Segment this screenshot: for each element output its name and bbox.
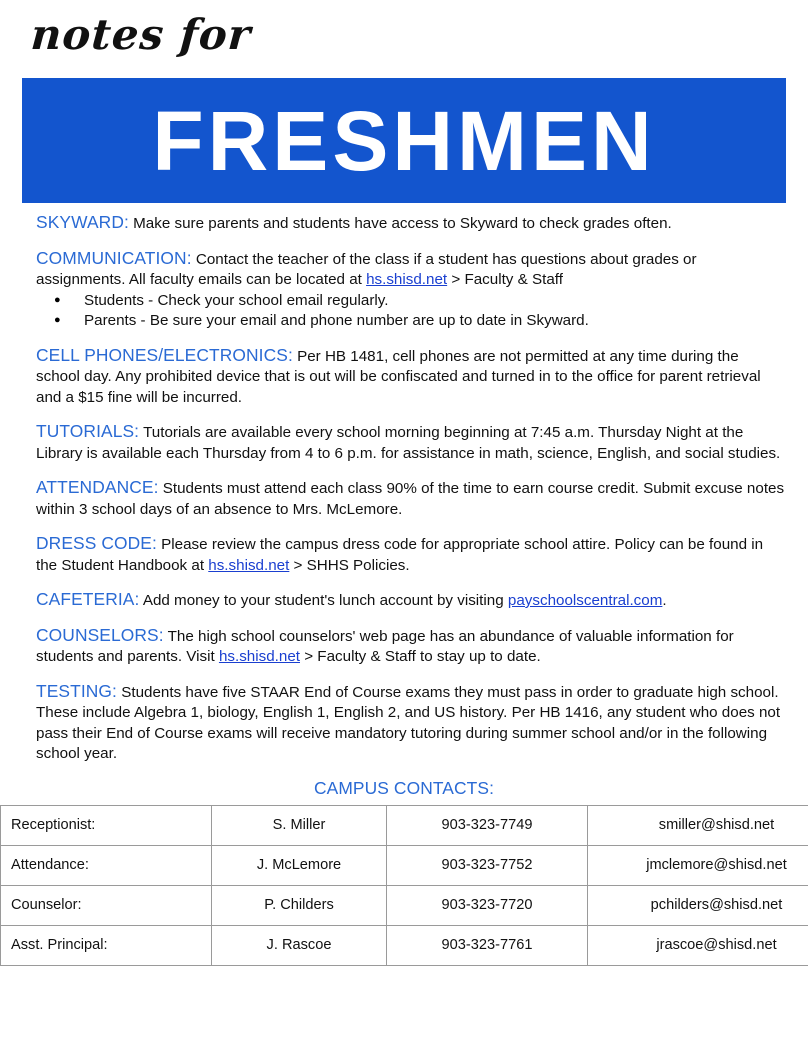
section-body-text: Per HB 1481, cell phones are not permitted at any time during the school day. Any prohibited device that is out will be confiscated and turned in to the office for parent retrieval and a $15 fine will be incurred. (36, 347, 761, 406)
contact-role: Asst. Principal: (1, 925, 212, 965)
contact-name: S. Miller (212, 805, 387, 845)
section-body-text: Students must attend each class 90% of the time to earn course credit. Submit excuse notes within 3 school days of an absence to Mrs. McLemore. (36, 480, 785, 518)
section-body-text: Tutorials are available every school morning beginning at 7:45 a.m. Thursday Night at the Library is available each Thursday from 4 to 6 p.m. for assistance in math, science, English, and social studies. (36, 424, 781, 462)
contact-email: pchilders@shisd.net (588, 885, 808, 925)
sections-list (0, 212, 808, 765)
section-heading: TESTING: (36, 680, 117, 701)
inline-link[interactable]: hs.shisd.net (218, 648, 300, 665)
contact-phone: 903-323-7761 (387, 925, 588, 965)
section-heading: TUTORIALS: (36, 421, 140, 441)
contact-phone: 903-323-7749 (387, 805, 588, 845)
inline-link[interactable]: hs.shisd.net (366, 271, 448, 288)
table-row (1, 925, 808, 965)
list-item: ● Parents - Be sure your email and phone number are up to date in Skyward. (36, 311, 786, 332)
section-heading: COUNSELORS: (36, 624, 164, 645)
section-paragraph (36, 345, 786, 409)
contact-phone: 903-323-7720 (387, 885, 588, 925)
section (0, 421, 808, 464)
inline-link[interactable]: hs.shisd.net (208, 556, 290, 574)
section-heading: ATTENDANCE: (36, 477, 159, 497)
document-body (0, 212, 808, 966)
section-body-text: Students have five STAAR End of Course exams they must pass in order to graduate high school. These include Algebra 1, biology, English 1, English 2, and US history. Per HB 1416, any student who does not pass their End of Course exams will receive mandatory tutoring during summer school and/or in the following school year. (36, 683, 781, 762)
section-body-text: Contact the teacher of the class if a student has questions about grades or assignments. All faculty emails can be located at (36, 250, 697, 288)
section-body-text: The high school counselors' web page has an abundance of valuable information for students and parents. Visit (36, 627, 734, 665)
contact-phone: 903-323-7752 (387, 845, 588, 885)
contact-name: P. Childers (212, 885, 387, 925)
contact-role: Receptionist: (1, 805, 212, 845)
script-title: notes for (29, 10, 253, 59)
section-paragraph (36, 212, 786, 235)
inline-link[interactable]: payschoolscentral.com (507, 592, 663, 609)
section (0, 477, 808, 520)
section-paragraph (36, 248, 786, 291)
section-heading: SKYWARD: (36, 212, 129, 232)
section-body-text-after: > Faculty & Staff to stay up to date. (300, 648, 541, 665)
section-heading: CELL PHONES/ELECTRONICS: (36, 344, 293, 365)
table-row (1, 885, 808, 925)
banner-title: FRESHMEN (152, 93, 656, 188)
section (0, 212, 808, 235)
contact-email: smiller@shisd.net (588, 805, 808, 845)
section-body-text: Please review the campus dress code for appropriate school attire. Policy can be found in the Student Handbook at (36, 536, 764, 574)
contact-role: Attendance: (1, 845, 212, 885)
section-heading: DRESS CODE: (36, 533, 157, 553)
contact-email: jmclemore@shisd.net (588, 845, 808, 885)
section (0, 345, 808, 409)
campus-contacts-title: CAMPUS CONTACTS: (313, 777, 495, 798)
section-paragraph (36, 681, 786, 765)
section-body-text-after: > SHHS Policies. (289, 556, 410, 574)
contact-name: J. Rascoe (212, 925, 387, 965)
section-heading: CAFETERIA: (36, 589, 140, 609)
section-body-text: Make sure parents and students have access to Skyward to check grades often. (128, 215, 672, 232)
section-paragraph (36, 421, 786, 464)
section (0, 248, 808, 332)
section-paragraph (36, 589, 786, 612)
section-body-text: Add money to your student's lunch account by visiting (139, 592, 508, 609)
section-body-text-after: . (662, 592, 667, 609)
table-row (1, 845, 808, 885)
freshmen-banner (22, 78, 786, 203)
contact-email: jrascoe@shisd.net (588, 925, 808, 965)
section (0, 681, 808, 765)
section-paragraph (36, 477, 786, 520)
section (0, 625, 808, 668)
contact-role: Counselor: (1, 885, 212, 925)
section (0, 589, 808, 612)
section-heading: COMMUNICATION: (36, 247, 192, 268)
section-body-text-after: > Faculty & Staff (447, 271, 563, 288)
section (0, 533, 808, 576)
section-paragraph (36, 533, 786, 576)
table-row (1, 805, 808, 845)
section-paragraph (36, 625, 786, 668)
campus-contacts-table (0, 805, 808, 966)
list-item: ● Students - Check your school email regularly. (36, 291, 786, 312)
contact-name: J. McLemore (212, 845, 387, 885)
bullet-list (36, 291, 786, 332)
document-header (0, 0, 808, 210)
